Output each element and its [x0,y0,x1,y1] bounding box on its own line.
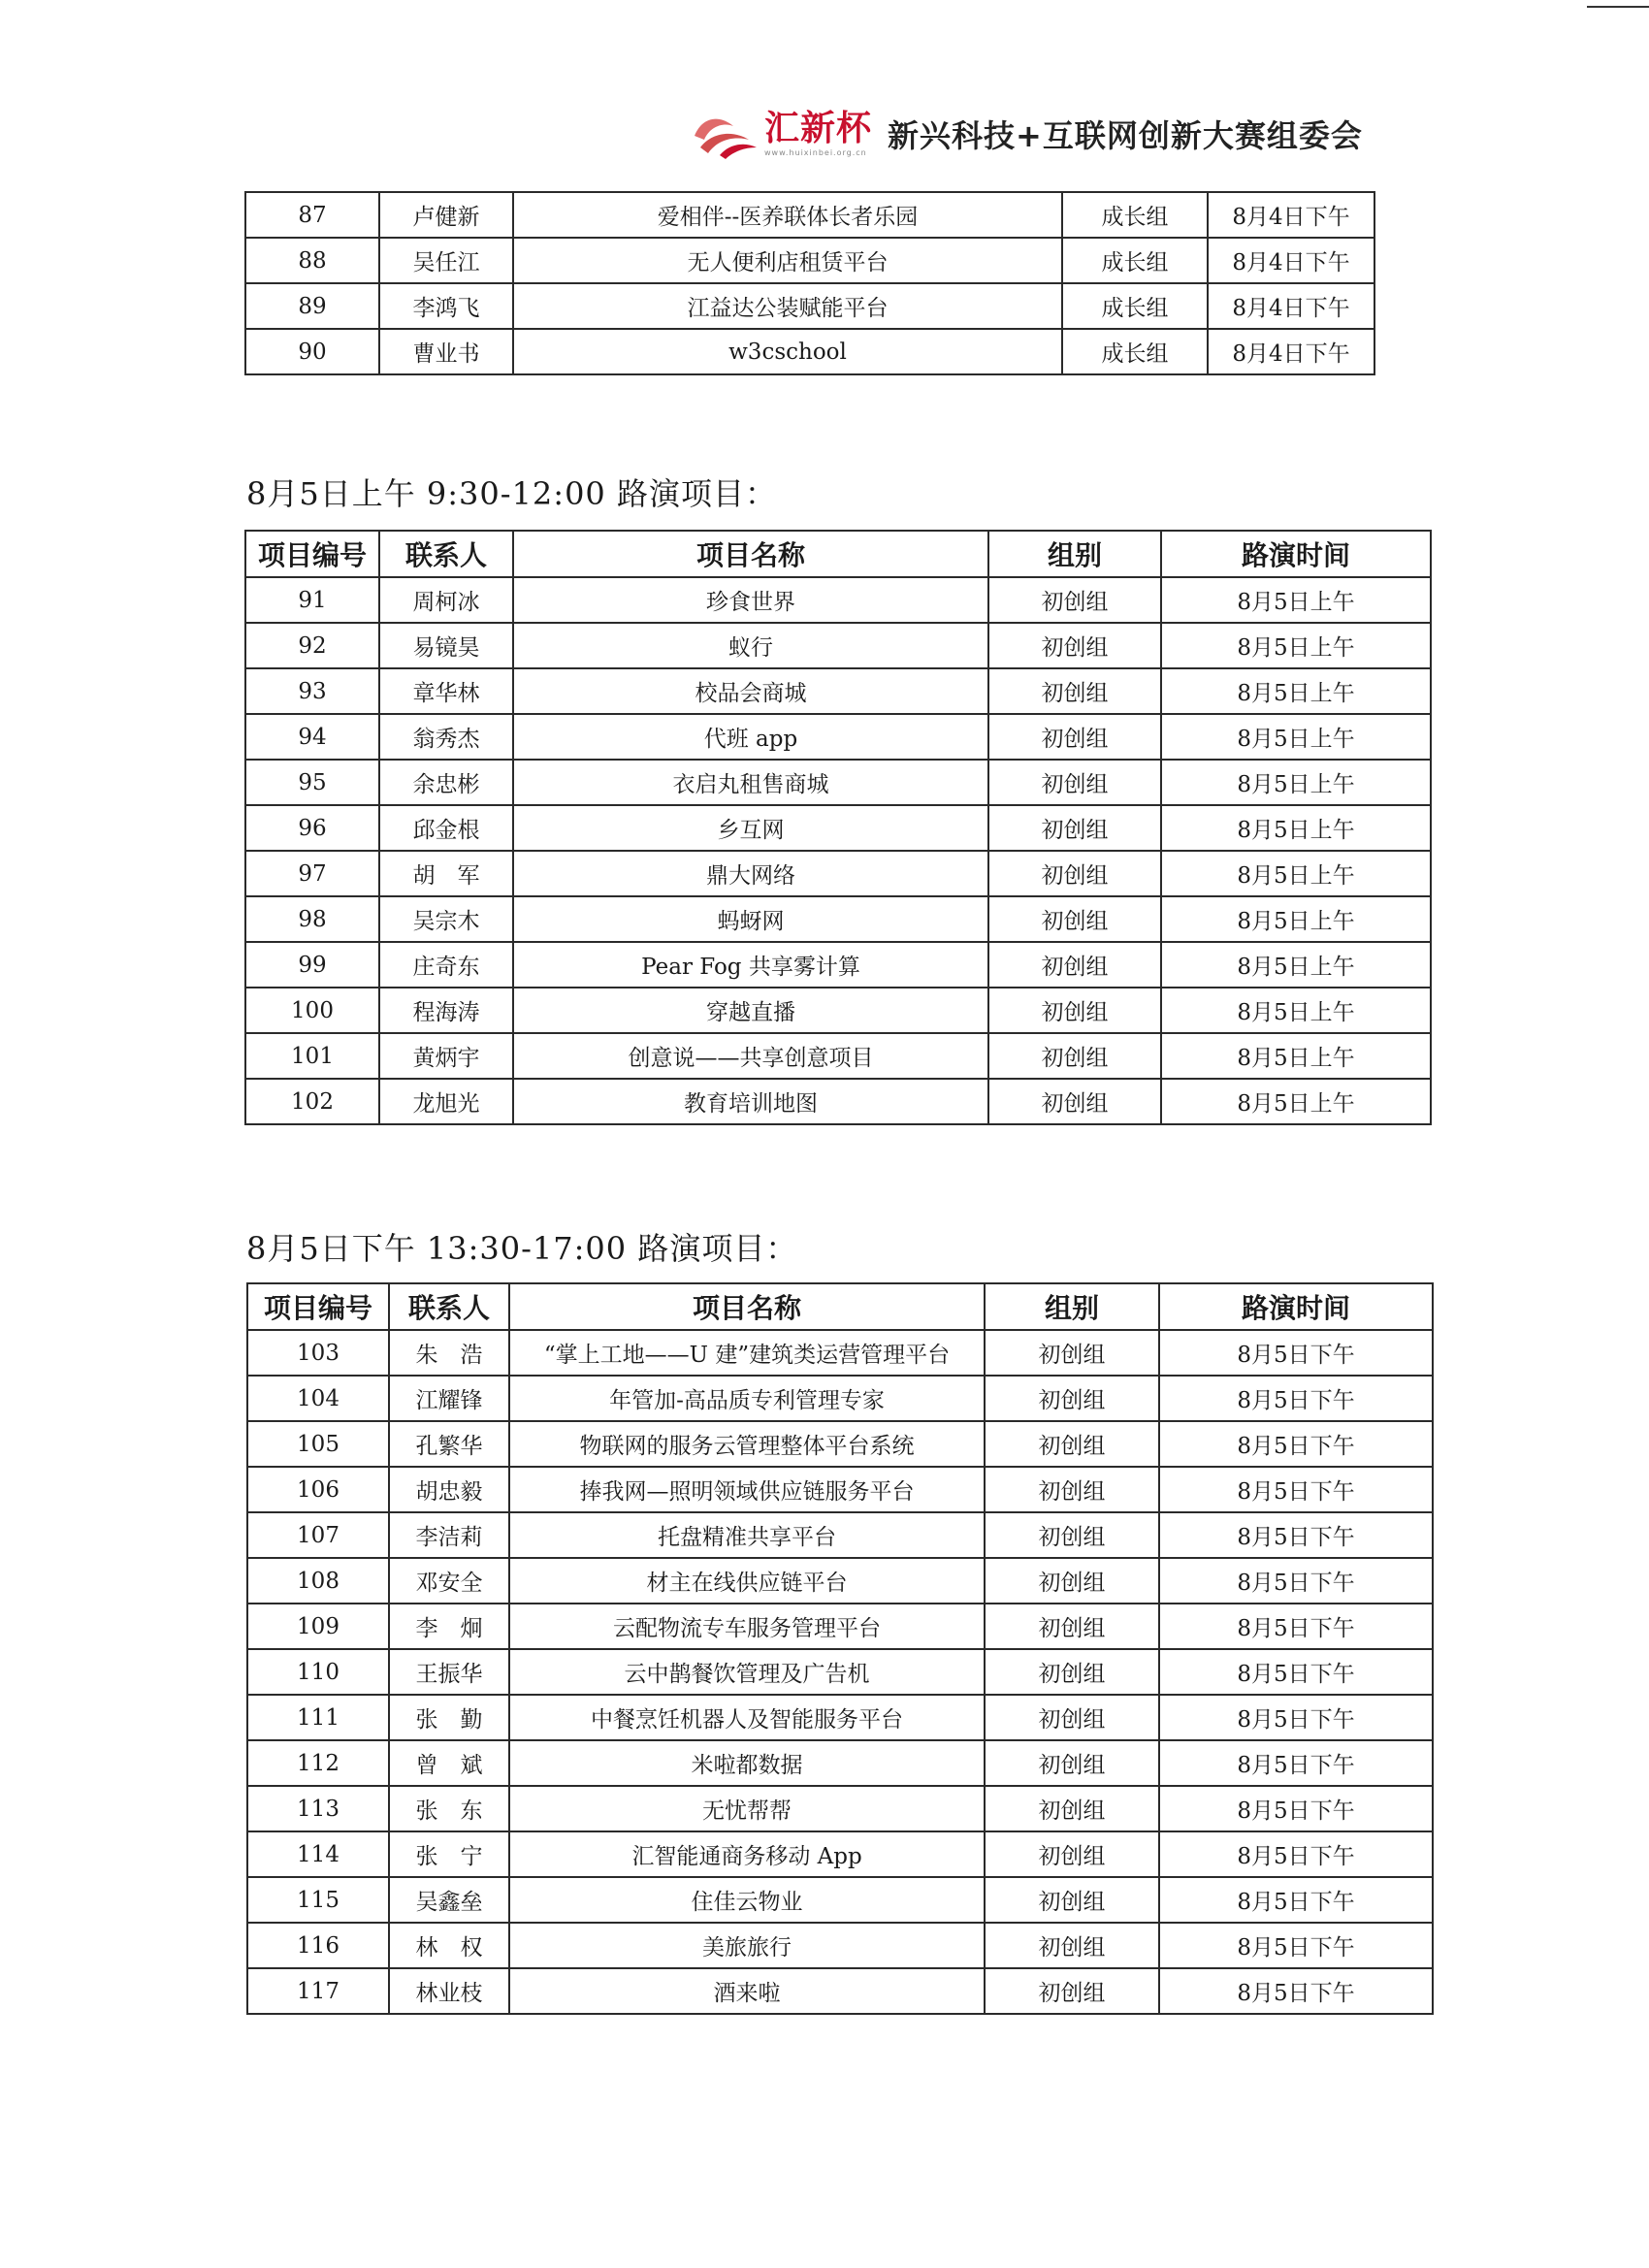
project-id-cell: 106 [247,1467,389,1512]
project-name-cell: 校品会商城 [513,668,988,714]
roadshow-time-cell: 8月4日下午 [1208,238,1374,283]
table-row [247,1877,1433,1923]
roadshow-time-cell: 8月5日下午 [1159,1968,1433,2014]
project-id-cell: 101 [245,1033,379,1079]
group-cell: 初创组 [985,1649,1159,1695]
project-id-cell: 108 [247,1558,389,1604]
group-cell: 初创组 [985,1421,1159,1467]
roadshow-time-cell: 8月5日上午 [1161,623,1431,668]
group-cell: 初创组 [988,1079,1161,1124]
roadshow-time-cell: 8月5日下午 [1159,1604,1433,1649]
project-name-cell: 材主在线供应链平台 [509,1558,985,1604]
project-id-cell: 110 [247,1649,389,1695]
project-name-cell: Pear Fog 共享雾计算 [513,942,988,988]
table-row [245,851,1431,896]
project-name-cell: 住佳云物业 [509,1877,985,1923]
table-row [245,283,1374,329]
col-header-time: 路演时间 [1159,1283,1433,1330]
project-id-cell: 109 [247,1604,389,1649]
group-cell: 初创组 [988,896,1161,942]
table-row [247,1512,1433,1558]
project-id-cell: 107 [247,1512,389,1558]
brand-name: 汇新杯 [764,109,873,148]
project-name-cell: 无人便利店租赁平台 [513,238,1062,283]
group-cell: 初创组 [988,623,1161,668]
project-id-cell: 93 [245,668,379,714]
project-name-cell: w3cschool [513,329,1062,374]
table-row [247,1421,1433,1467]
table-row [245,1033,1431,1079]
roadshow-time-cell: 8月5日上午 [1161,896,1431,942]
group-cell: 初创组 [988,851,1161,896]
project-id-cell: 90 [245,329,379,374]
group-cell: 初创组 [985,1512,1159,1558]
project-name-cell: 教育培训地图 [513,1079,988,1124]
roadshow-time-cell: 8月5日下午 [1159,1877,1433,1923]
group-cell: 初创组 [985,1695,1159,1740]
roadshow-time-cell: 8月5日下午 [1159,1649,1433,1695]
group-cell: 初创组 [988,1033,1161,1079]
roadshow-time-cell: 8月5日下午 [1159,1831,1433,1877]
project-id-cell: 99 [245,942,379,988]
group-cell: 成长组 [1062,329,1208,374]
table-row [245,192,1374,238]
page-header [691,105,1370,163]
table-row [245,577,1431,623]
contact-cell: 易镜昊 [379,623,513,668]
roadshow-time-cell: 8月5日下午 [1159,1421,1433,1467]
contact-cell: 章华林 [379,668,513,714]
contact-cell: 周柯冰 [379,577,513,623]
roadshow-time-cell: 8月5日下午 [1159,1512,1433,1558]
col-header-group: 组别 [988,531,1161,577]
roadshow-time-cell: 8月5日上午 [1161,988,1431,1033]
col-header-contact: 联系人 [389,1283,509,1330]
contact-cell: 江耀锋 [389,1376,509,1421]
scan-corner-mark [1587,6,1649,8]
roadshow-time-cell: 8月5日上午 [1161,760,1431,805]
project-name-cell: 创意说——共享创意项目 [513,1033,988,1079]
contact-cell: 黄炳宇 [379,1033,513,1079]
group-cell: 成长组 [1062,238,1208,283]
contact-cell: 林 权 [389,1923,509,1968]
col-header-group: 组别 [985,1283,1159,1330]
contact-cell: 吴宗木 [379,896,513,942]
contact-cell: 程海涛 [379,988,513,1033]
project-id-cell: 100 [245,988,379,1033]
table-row [245,942,1431,988]
project-id-cell: 116 [247,1923,389,1968]
project-id-cell: 115 [247,1877,389,1923]
table-row [245,623,1431,668]
project-name-cell: 云配物流专车服务管理平台 [509,1604,985,1649]
roadshow-time-cell: 8月5日上午 [1161,805,1431,851]
project-name-cell: 物联网的服务云管理整体平台系统 [509,1421,985,1467]
contact-cell: 卢健新 [379,192,513,238]
group-cell: 成长组 [1062,283,1208,329]
project-name-cell: 美旅旅行 [509,1923,985,1968]
group-cell: 初创组 [988,714,1161,760]
contact-cell: 朱 浩 [389,1330,509,1376]
project-id-cell: 89 [245,283,379,329]
roadshow-time-cell: 8月4日下午 [1208,192,1374,238]
table-row [245,238,1374,283]
roadshow-time-cell: 8月5日下午 [1159,1376,1433,1421]
brand-block [764,110,872,158]
table-row [247,1740,1433,1786]
table-row [247,1467,1433,1512]
group-cell: 初创组 [988,805,1161,851]
contact-cell: 曾 斌 [389,1740,509,1786]
section-title-aug5-pm: 8月5日下午 13:30-17:00 路演项目： [246,1230,798,1267]
group-cell: 初创组 [988,988,1161,1033]
group-cell: 初创组 [985,1877,1159,1923]
roadshow-time-cell: 8月5日下午 [1159,1558,1433,1604]
group-cell: 初创组 [988,577,1161,623]
roadshow-time-cell: 8月5日上午 [1161,851,1431,896]
schedule-table-aug5-am [244,530,1432,1125]
group-cell: 初创组 [985,1831,1159,1877]
contact-cell: 张 宁 [389,1831,509,1877]
project-id-cell: 92 [245,623,379,668]
table-row [245,988,1431,1033]
project-name-cell: 穿越直播 [513,988,988,1033]
project-id-cell: 95 [245,760,379,805]
contact-cell: 李洁莉 [389,1512,509,1558]
project-id-cell: 105 [247,1421,389,1467]
project-id-cell: 87 [245,192,379,238]
project-name-cell: 珍食世界 [513,577,988,623]
project-name-cell: 酒来啦 [509,1968,985,2014]
project-name-cell: “掌上工地——U 建”建筑类运营管理平台 [509,1330,985,1376]
group-cell: 成长组 [1062,192,1208,238]
roadshow-time-cell: 8月5日下午 [1159,1740,1433,1786]
project-name-cell: 爱相伴--医养联体长者乐园 [513,192,1062,238]
table-header-row [247,1283,1433,1330]
table-row [247,1558,1433,1604]
project-name-cell: 捧我网—照明领域供应链服务平台 [509,1467,985,1512]
schedule-table-aug5-pm [246,1282,1434,2015]
table-row [245,760,1431,805]
project-id-cell: 103 [247,1330,389,1376]
contact-cell: 孔繁华 [389,1421,509,1467]
col-header-time: 路演时间 [1161,531,1431,577]
group-cell: 初创组 [985,1330,1159,1376]
contact-cell: 邱金根 [379,805,513,851]
table-header-row [245,531,1431,577]
project-name-cell: 米啦都数据 [509,1740,985,1786]
contact-cell: 庄奇东 [379,942,513,988]
contact-cell: 吴鑫垒 [389,1877,509,1923]
roadshow-time-cell: 8月5日上午 [1161,1079,1431,1124]
contact-cell: 胡忠毅 [389,1467,509,1512]
contact-cell: 张 东 [389,1786,509,1831]
table-row [245,668,1431,714]
table-row [245,805,1431,851]
contact-cell: 胡 军 [379,851,513,896]
group-cell: 初创组 [985,1376,1159,1421]
table-row [247,1604,1433,1649]
table-row [245,1079,1431,1124]
table-row [247,1649,1433,1695]
roadshow-time-cell: 8月5日上午 [1161,714,1431,760]
contact-cell: 龙旭光 [379,1079,513,1124]
contact-cell: 翁秀杰 [379,714,513,760]
table-row [245,329,1374,374]
roadshow-time-cell: 8月5日上午 [1161,942,1431,988]
table-row [247,1968,1433,2014]
project-name-cell: 蚂蚜网 [513,896,988,942]
project-id-cell: 97 [245,851,379,896]
contact-cell: 邓安全 [389,1558,509,1604]
group-cell: 初创组 [985,1558,1159,1604]
roadshow-time-cell: 8月5日上午 [1161,1033,1431,1079]
project-name-cell: 中餐烹饪机器人及智能服务平台 [509,1695,985,1740]
roadshow-time-cell: 8月5日下午 [1159,1695,1433,1740]
project-name-cell: 代班 app [513,714,988,760]
table-row [247,1330,1433,1376]
project-id-cell: 94 [245,714,379,760]
table-row [247,1695,1433,1740]
group-cell: 初创组 [988,668,1161,714]
col-header-contact: 联系人 [379,531,513,577]
roadshow-time-cell: 8月5日上午 [1161,668,1431,714]
contact-cell: 余忠彬 [379,760,513,805]
group-cell: 初创组 [988,942,1161,988]
project-id-cell: 112 [247,1740,389,1786]
project-name-cell: 云中鹊餐饮管理及广告机 [509,1649,985,1695]
contact-cell: 王振华 [389,1649,509,1695]
contact-cell: 林业枝 [389,1968,509,2014]
roadshow-time-cell: 8月5日下午 [1159,1330,1433,1376]
schedule-table-aug4-pm [244,191,1375,375]
group-cell: 初创组 [985,1786,1159,1831]
roadshow-time-cell: 8月5日下午 [1159,1786,1433,1831]
col-header-id: 项目编号 [247,1283,389,1330]
project-id-cell: 91 [245,577,379,623]
table-row [247,1923,1433,1968]
project-id-cell: 102 [245,1079,379,1124]
project-name-cell: 鼎大网络 [513,851,988,896]
table-row [245,714,1431,760]
project-name-cell: 衣启丸租售商城 [513,760,988,805]
project-name-cell: 年管加-高品质专利管理专家 [509,1376,985,1421]
table-row [245,896,1431,942]
project-id-cell: 114 [247,1831,389,1877]
roadshow-time-cell: 8月5日下午 [1159,1467,1433,1512]
project-id-cell: 88 [245,238,379,283]
roadshow-time-cell: 8月5日下午 [1159,1923,1433,1968]
organizer-name: 新兴科技+互联网创新大赛组委会 [888,117,1363,154]
roadshow-time-cell: 8月4日下午 [1208,329,1374,374]
project-id-cell: 117 [247,1968,389,2014]
group-cell: 初创组 [985,1740,1159,1786]
project-id-cell: 104 [247,1376,389,1421]
project-name-cell: 乡互网 [513,805,988,851]
contact-cell: 吴任江 [379,238,513,283]
table-row [247,1831,1433,1877]
group-cell: 初创组 [985,1604,1159,1649]
brand-url: www.huixinbei.org.cn [764,148,867,157]
contact-cell: 李鸿飞 [379,283,513,329]
contact-cell: 张 勤 [389,1695,509,1740]
contact-cell: 李 炯 [389,1604,509,1649]
group-cell: 初创组 [985,1467,1159,1512]
group-cell: 初创组 [985,1968,1159,2014]
project-id-cell: 98 [245,896,379,942]
project-name-cell: 无忧帮帮 [509,1786,985,1831]
section-title-aug5-am: 8月5日上午 9:30-12:00 路演项目： [246,475,777,512]
project-id-cell: 96 [245,805,379,851]
col-header-id: 项目编号 [245,531,379,577]
project-id-cell: 113 [247,1786,389,1831]
project-id-cell: 111 [247,1695,389,1740]
table-row [247,1376,1433,1421]
project-name-cell: 蚁行 [513,623,988,668]
project-name-cell: 江益达公装赋能平台 [513,283,1062,329]
project-name-cell: 汇智能通商务移动 App [509,1831,985,1877]
col-header-project: 项目名称 [509,1283,985,1330]
project-name-cell: 托盘精准共享平台 [509,1512,985,1558]
contact-cell: 曹业书 [379,329,513,374]
table-row [247,1786,1433,1831]
group-cell: 初创组 [985,1923,1159,1968]
roadshow-time-cell: 8月5日上午 [1161,577,1431,623]
brand-logo-icon [691,107,760,161]
group-cell: 初创组 [988,760,1161,805]
roadshow-time-cell: 8月4日下午 [1208,283,1374,329]
col-header-project: 项目名称 [513,531,988,577]
